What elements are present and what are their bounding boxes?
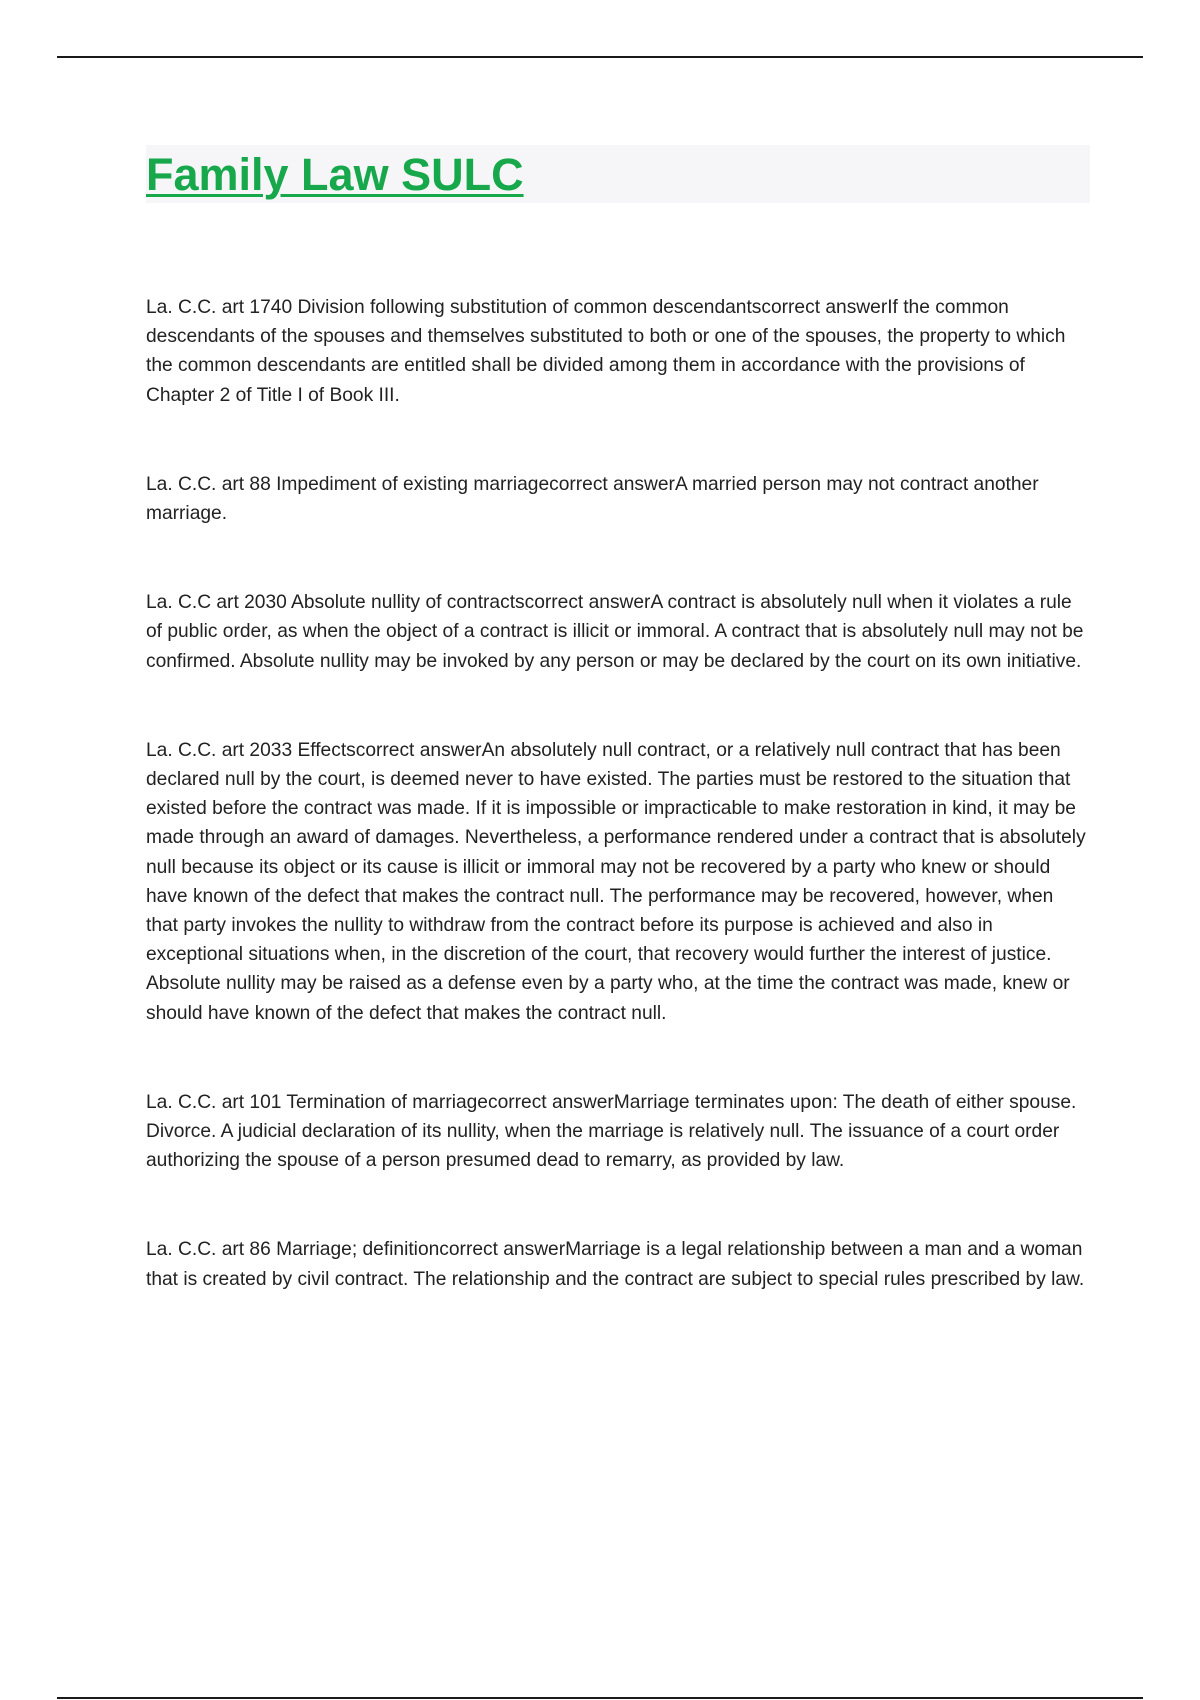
entry-art-86: La. C.C. art 86 Marriage; definitioncorrect answerMarriage is a legal relationship between a man and a woman that is created by civil contract. The relationship and the contract are subject to special rules prescribed by law. (146, 1239, 1085, 1290)
entry-art-2033: La. C.C. art 2033 Effectscorrect answerAn absolutely null contract, or a relatively null contract that has been declared null by the court, is deemed never to have existed. The parties must be restored to the situation that existed before the contract was made. If it is impossible or impracticable to make restoration in kind, it may be made through an award of damages. Nevertheless, a performance rendered under a contract that is absolutely null because its object or its cause is illicit or immoral may not be recovered by a party who knew or should have known of the defect that makes the contract null. The performance may be recovered, however, when that party invokes the nullity to withdraw from the contract before its purpose is achieved and also in exceptional situations when, in the discretion of the court, that recovery would further the interest of justice. Absolute nullity may be raised as a defense even by a party who, at the time the contract was made, knew or should have known of the defect that makes the contract null. (146, 739, 1086, 1024)
entry-art-2030: La. C.C art 2030 Absolute nullity of contractscorrect answerA contract is absolutely null when it violates a rule of public order, as when the object of a contract is illicit or immoral. A contract that is absolutely null may not be confirmed. Absolute nullity may be invoked by any person or may be declared by the court on its own initiative. (146, 592, 1084, 672)
document-title: Family Law SULC (146, 148, 524, 200)
entry-list (146, 293, 1090, 1294)
header-rule (57, 56, 1143, 58)
document-body (146, 145, 1090, 1354)
entry-art-88: La. C.C. art 88 Impediment of existing marriagecorrect answerA married person may not contract another marriage. (146, 473, 1039, 525)
footer-rule (57, 1697, 1143, 1699)
entry-art-1740: La. C.C. art 1740 Division following substitution of common descendantscorrect answerIf the common descendants of the spouses and themselves substituted to both or one of the spouses, the property to which the common descendants are entitled shall be divided among them in accordance with the provisions of Chapter 2 of Title I of Book III. (146, 297, 1066, 406)
title-band (146, 145, 1090, 203)
entry-art-101: La. C.C. art 101 Termination of marriagecorrect answerMarriage terminates upon: The death of either spouse. Divorce. A judicial declaration of its nullity, when the marriage is relatively null. The issuance of a court order authorizing the spouse of a person presumed dead to remarry, as provided by law. (146, 1091, 1077, 1172)
